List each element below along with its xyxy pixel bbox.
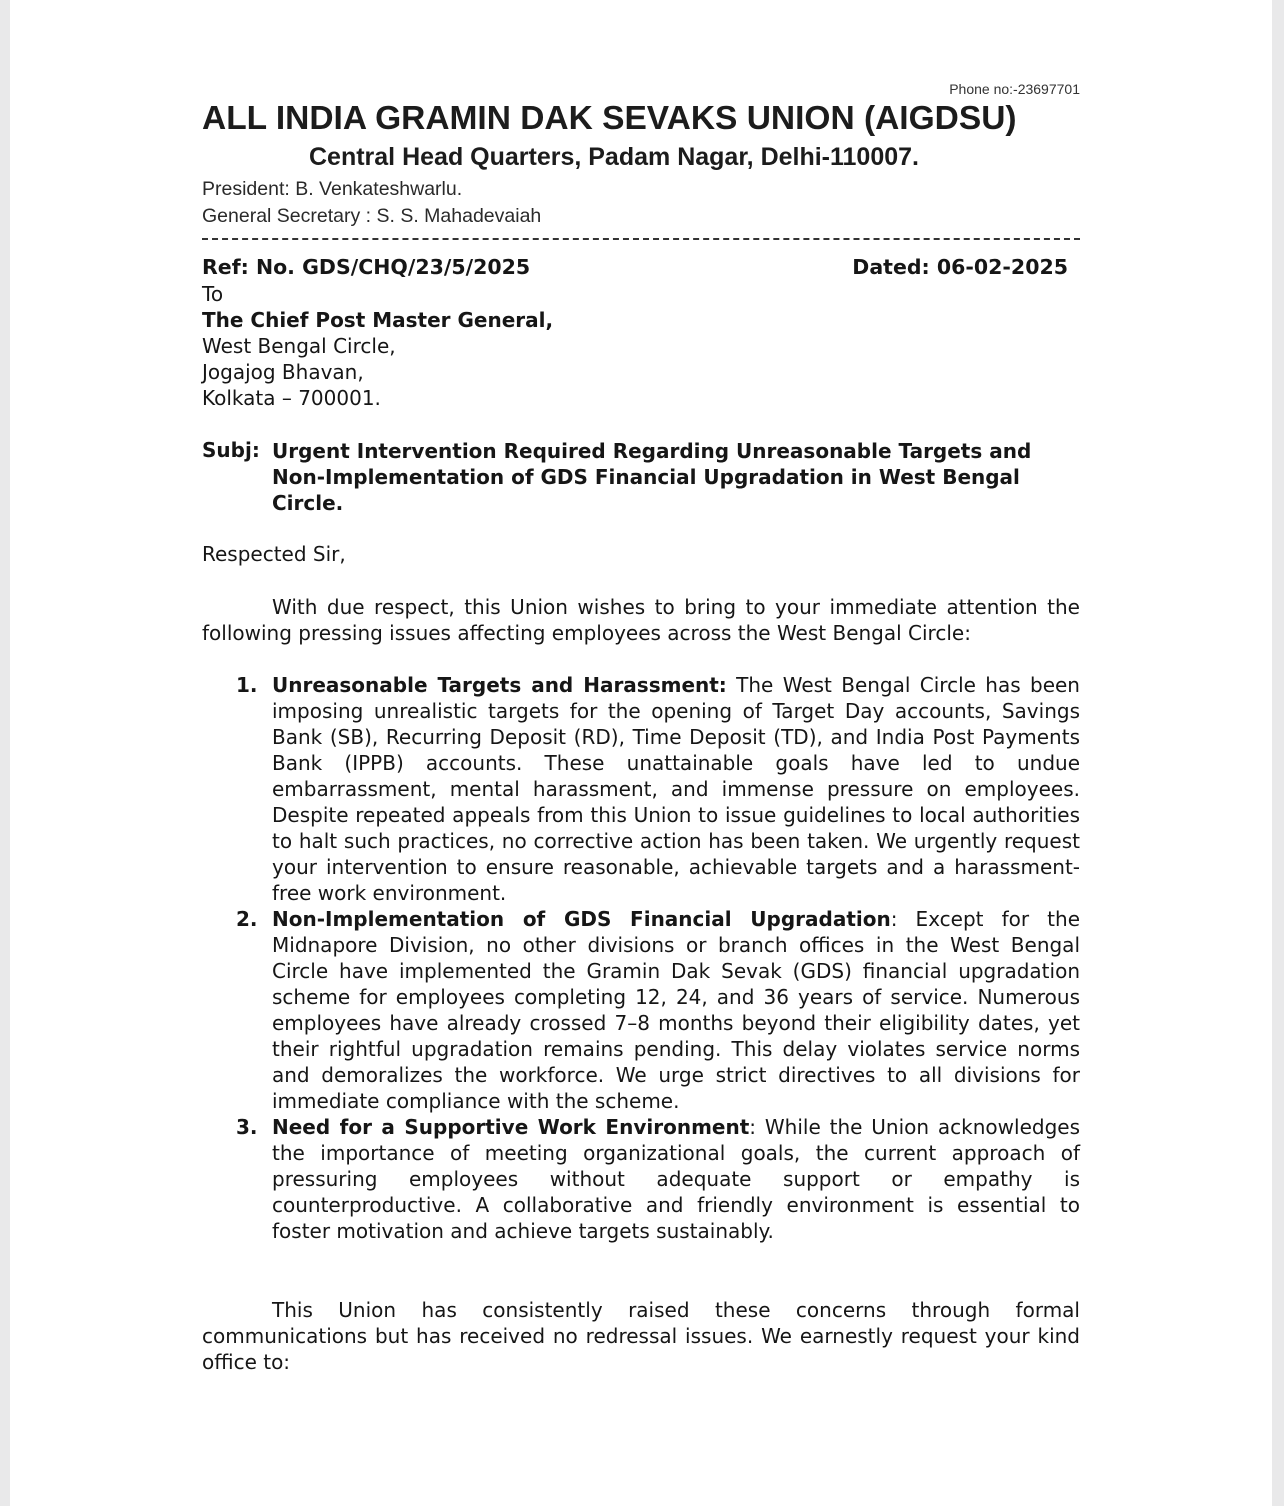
point-text: : While the Union acknowledges the importance of meeting organizational goals, the current approach of pressuring employees without adequate support or empathy is counterproductive. A collaborative and friendly environment is essential to foster motivation and achieve targets sustainably.	[272, 1115, 1080, 1243]
list-item	[202, 906, 1080, 1114]
address-line: Jogajog Bhavan,	[202, 360, 364, 384]
address-line: Kolkata – 700001.	[202, 386, 381, 410]
general-secretary-line: General Secretary : S. S. Mahadevaiah	[202, 205, 542, 227]
headquarters-address: Central Head Quarters, Padam Nagar, Delhi-110007.	[309, 143, 919, 171]
list-item	[202, 672, 1080, 906]
list-number: 1.	[236, 673, 258, 697]
point-text: : Except for the Midnapore Division, no other divisions or branch offices in the West Bengal Circle have implemented the Gramin Dak Sevak (GDS) financial upgradation scheme for employees completing 12, 24, and 36 years of service. Numerous employees have already crossed 7–8 months beyond their eligibility dates, yet their rightful upgradation remains pending. This delay violates service norms and demoralizes the workforce. We urge strict directives to all divisions for immediate compliance with the scheme.	[272, 907, 1080, 1113]
point-text: The West Bengal Circle has been imposing unrealistic targets for the opening of Target Day accounts, Savings Bank (SB), Recurring Deposit (RD), Time Deposit (TD), and India Post Payments Bank (IPPB) accounts. These unattainable goals have led to undue embarrassment, mental harassment, and immense pressure on employees. Despite repeated appeals from this Union to issue guidelines to local authorities to halt such practices, no corrective action has been taken. We urgently request your intervention to ensure reasonable, achievable targets and a harassment-free work environment.	[272, 673, 1080, 905]
address-line: West Bengal Circle,	[202, 334, 396, 358]
closing-paragraph: This Union has consistently raised these concerns through formal communications but has received no redressal issues. We earnestly request your kind office to:	[202, 1298, 1080, 1374]
point-heading: Need for a Supportive Work Environment	[272, 1115, 750, 1139]
recipient-title: The Chief Post Master General,	[202, 308, 554, 332]
organization-name: ALL INDIA GRAMIN DAK SEVAKS UNION (AIGDSU)	[202, 100, 1017, 137]
list-item	[202, 1114, 1080, 1244]
intro-paragraph: With due respect, this Union wishes to bring to your immediate attention the following pressing issues affecting employees across the West Bengal Circle:	[202, 595, 1080, 645]
reference-number: Ref: No. GDS/CHQ/23/5/2025	[202, 255, 531, 279]
subject-label: Subj:	[202, 438, 260, 462]
subject-text: Urgent Intervention Required Regarding Unreasonable Targets and Non-Implementation of GDS Financial Upgradation in West Bengal Circle.	[272, 439, 1032, 515]
header-divider	[202, 238, 1080, 240]
to-label: To	[202, 282, 224, 306]
letter-date: Dated: 06-02-2025	[852, 255, 1068, 279]
phone-number: Phone no:-23697701	[949, 81, 1080, 97]
point-heading: Unreasonable Targets and Harassment:	[272, 673, 727, 697]
document-page	[10, 0, 1272, 1506]
president-line: President: B. Venkateshwarlu.	[202, 178, 463, 200]
list-number: 3.	[236, 1115, 258, 1139]
point-heading: Non-Implementation of GDS Financial Upgradation	[272, 907, 891, 931]
list-number: 2.	[236, 907, 258, 931]
salutation: Respected Sir,	[202, 542, 346, 566]
issues-list	[202, 672, 1080, 1244]
